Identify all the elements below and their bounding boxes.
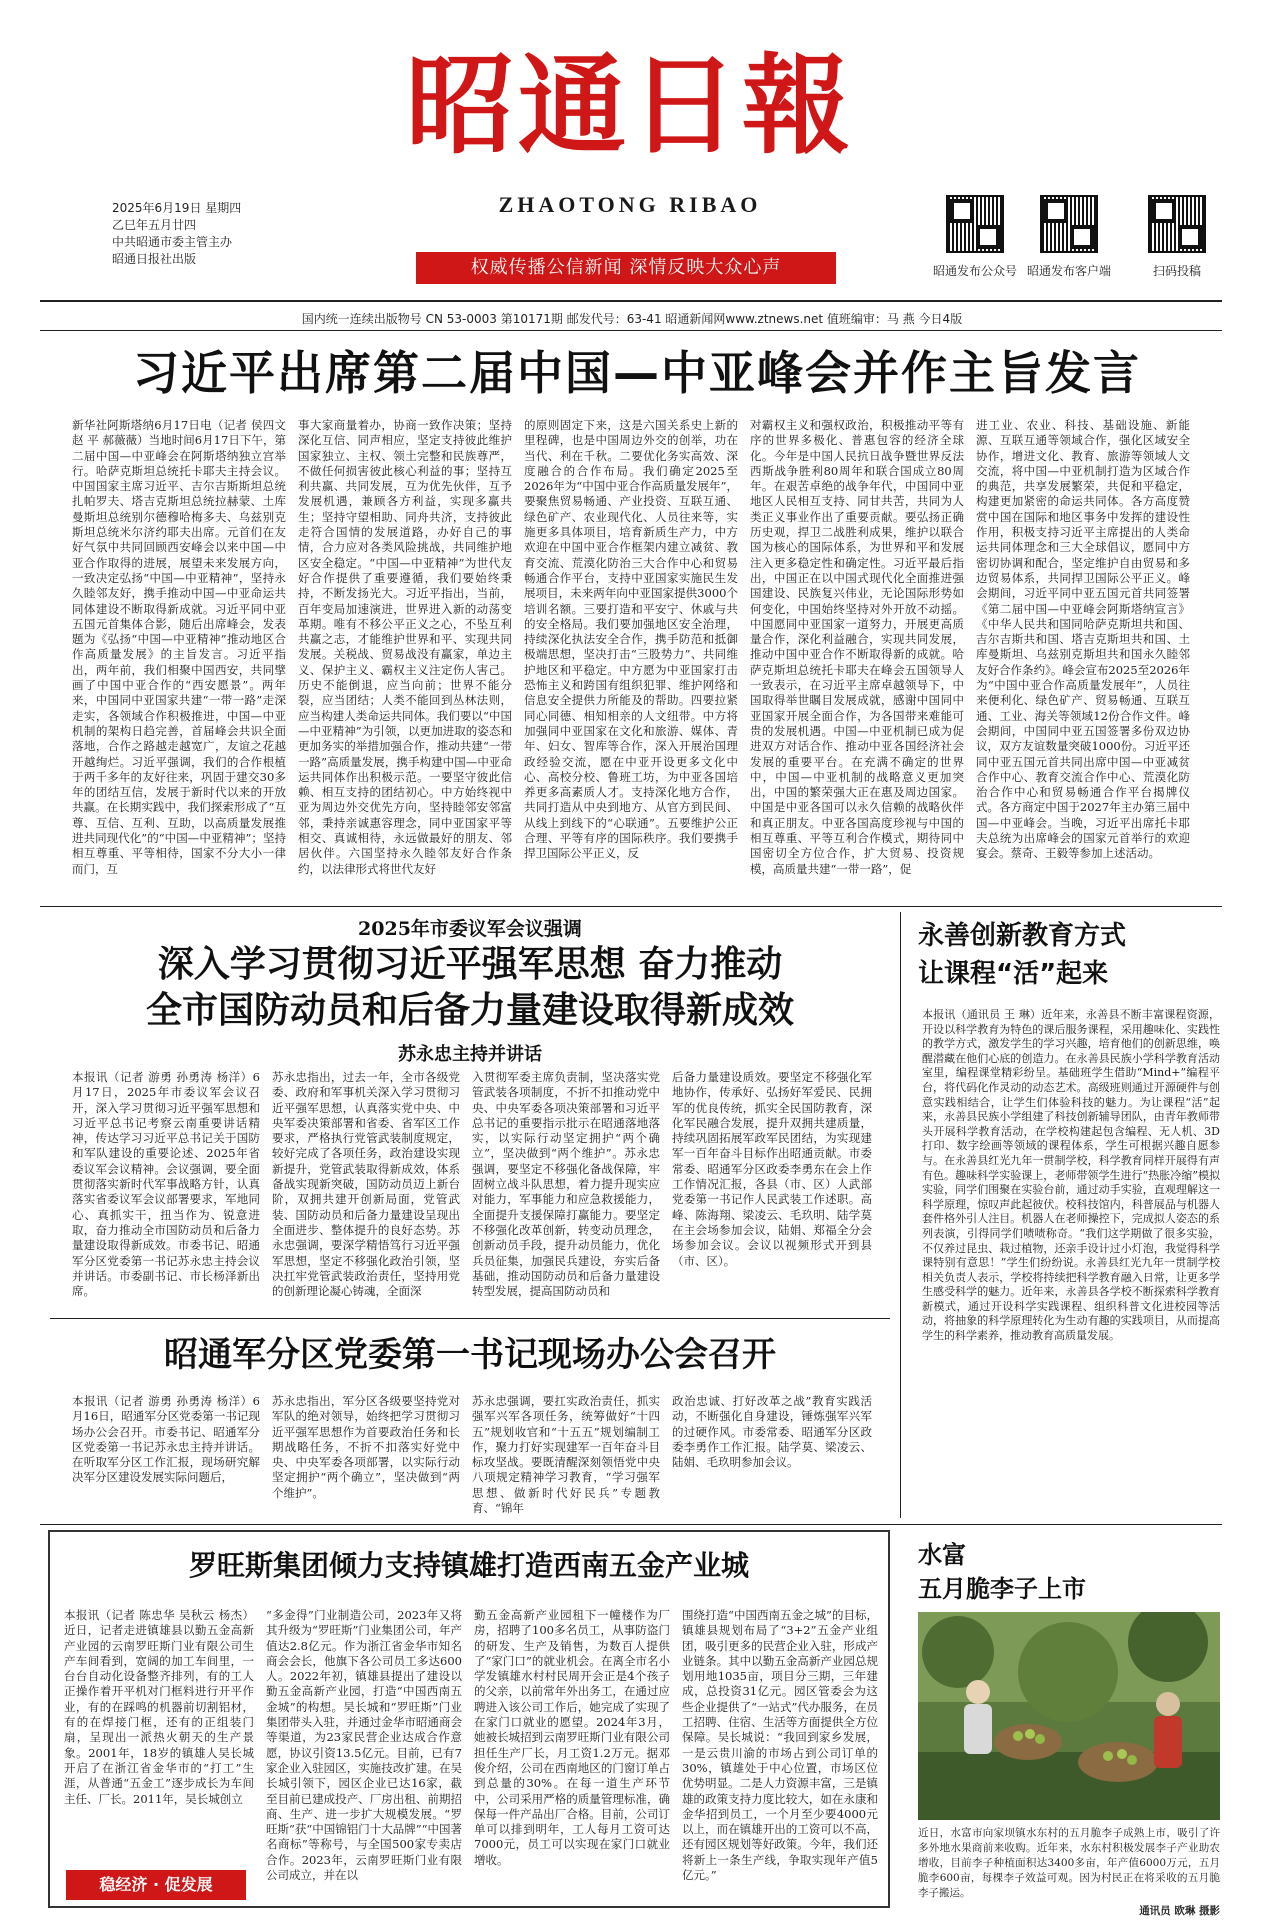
edu-headline: 永善创新教育方式 — [918, 921, 1127, 951]
military-column: 苏永忠指出，过去一年，全市各级党委、政府和军事机关深入学习贯彻习近平强军思想，认真落实党中央、中央军委决策部署和省委、省军区工作要求，严格执行党管武装制度规定，较好完成了各项任务，政治建设实现新提升，党管武装取得新成效，体系备战实现新突破，国防动员迈上新台阶，双拥共建开创新局面，党管武装、国防动员和后备力量建设呈现出全面进步、整体提升的良好态势。苏永忠强调，要深学精悟笃行习近平强军思想，坚定不移强化政治引领，坚决扛牢党管武装政治责任，坚持用党的创新理论凝心铸魂，全面深 — [272, 1070, 460, 1299]
plum-harvest-photo — [918, 1612, 1220, 1820]
office-column: 政治忠诚、打好改革之战”教育实践活动，不断强化自身建设，锤炼强军兴军的过硬作风。市委常委、昭通军分区政委李勇作工作汇报。陆学莫、梁凌云、陆娟、毛玖明参加会议。 — [672, 1394, 872, 1470]
qr-label: 昭通发布公众号 — [932, 264, 1017, 278]
office-column: 本报讯（记者 游勇 孙勇涛 杨洋）6月16日，昭通军分区党委第一书记现场办公会召开。市委书记、昭通军分区党委第一书记苏永忠主持并讲话。在听取军分区工作汇报，现场研究解决军分区建设发展实际问题后， — [72, 1394, 260, 1485]
masthead-title: 昭通日報 — [405, 43, 854, 169]
military-headline: 深入学习贯彻习近平强军思想 奋力推动 — [157, 943, 783, 985]
masthead-slogan: 权威传播公信新闻 深情反映大众心声 — [416, 252, 836, 284]
section-rule — [40, 906, 1222, 907]
info-bar: 国内统一连续出版物号 CN 53-0003 第10171期 邮发代号：63-41 昭通新闻网www.ztnews.net 值班编审：马 燕 今日4版 — [301, 312, 963, 326]
hardware-column: 围绕打造“中国西南五金之城”的目标，镇雄县规划布局了“3+2”五金产业组团，吸引更多的民营企业入驻，形成产业链条。其中以勤五金高新产业园总规划用地1035亩，项目分三期，三年建成，总投资31亿元。园区管委会为这些企业提供了“一站式”代办服务，在员工招聘、住宿、生活等方面提供全方位保障。吴长城说：“我回到家乡发展，一是云贵川渝的市场占到公司订单的30%，镇雄处于中心位置，市场区位优势明显。二是人力资源丰富，三是镇雄的政策支持力度比较大，如在永康和金华招到员工，一个月至少要4000元以上，而在镇雄开出的工资可以不高，还有园区规划等好政策。今年，我们还将新上一条生产线，争取实现年产值5亿元。” — [682, 1608, 878, 1883]
military-byline: 苏永忠主持并讲话 — [398, 1044, 542, 1065]
edu-body: 本报讯（通讯员 王 琳）近年来，永善县不断丰富课程资源，开设以科学教育为特色的课后服务课程，采用趣味化、实践性的教学方式，激发学生的学习兴趣，培育他们的创新思维，唤醒潜藏在他们心底的创造力。在永善县民族小学科学教育活动室里，编程课堂精彩纷呈。基础班学生借助“Mind+”编程平台，将代码化作灵动的动态艺术。高级班则通过开源硬件与创意实践相结合，让学生们体验科技的魅力。为让课程“活”起来，永善县民族小学组建了科技创新辅导团队，由青年教师带头开展科学教育活动，在学校构建起包含编程、无人机、3D打印、数字绘画等领域的课程体系，学生可根据兴趣自愿参与。在永善县红光九年一贯制学校，科学教育同样开展得有声有色。趣味科学实验课上，老师带领学生进行“热胀冷缩”模拟实验，同学们围聚在实验台前，通过动手实验，直观理解这一科学原理，惊叹声此起彼伏。校科技馆内，科普展品与机器人套件格外引人注目。机器人在老师操控下，完成拟人姿态的系列表演，引得同学们啧啧称奇。“我们这学期做了很多实验，不仅养过昆虫、栽过植物，还亲手设计过小灯泡，我觉得科学课特别有意思！”学生们纷纷说。永善县红光九年一贯制学校相关负责人表示，学校将持续把科学教育融入日常，让更多学生感受科学的魅力。近年来，永善县各学校不断探索科学教育新模式，通过开设科学实践课程、组织科普文化进校园等活动，将抽象的科学原理转化为生动有趣的实践项目，从而提高学生的科学素养，推动教育高质量发展。 — [922, 1008, 1220, 1343]
qr-code-icon[interactable] — [1148, 195, 1206, 253]
office-headline: 昭通军分区党委第一书记现场办公会召开 — [164, 1335, 776, 1375]
military-column: 本报讯（记者 游勇 孙勇涛 杨洋）6月17日，2025年市委议军会议召开，深入学习贯彻习近平强军思想和习近平总书记考察云南重要讲话精神，传达学习习近平总书记关于国防和军队建设的重要论述、2025年省委议军会议精神。会议强调，要全面贯彻落实新时代军事战略方针，认真落实省委议军会议部署要求，军地同心、真抓实干，扭当作为、锐意进取，奋力推动全市国防动员和后备力量建设取得新成效。市委书记、昭通军分区党委第一书记苏永忠主持会议并讲话。市委副书记、市长杨泽新出席。 — [72, 1070, 260, 1299]
hardware-column: “多金得”门业制造公司，2023年又将其升级为“罗旺斯”门业集团公司，年产值达2.8亿元。作为浙江省金华市知名商会会长，他旗下各公司员工多达600人。2022年初，镇雄县提出了建设以勤五金高新产业园，打造“中国西南五金城”的构想。吴长城和“罗旺斯”门业集团带头入驻，并通过金华市昭通商会等渠道，为23家民营企业达成合作意愿，协议引资13.5亿元。目前，已有7家企业入驻园区，实施技改扩建。在吴长城引领下，园区企业已达16家，截至目前已建成投产、厂房出租、前期招商、生产、进一步扩大规模发展。“罗旺斯”获“中国锦铝门十大品牌”“中国著名商标”等称号，与全国500家专卖店合作。2023年，云南罗旺斯门业有限公司成立，并在以 — [266, 1608, 462, 1883]
lead-column: 事大家商量着办，协商一致作决策；坚持深化互信、同声相应，坚定支持彼此维护国家独立、主权、领土完整和民族尊严，不做任何损害彼此核心利益的事；坚持互利共赢、共同发展，互为优先伙伴，互予发展机遇，兼顾各方利益，实现多赢共生；坚持守望相助、同舟共济，支持彼此走符合国情的发展道路，办好自己的事情，合力应对各类风险挑战，共同维护地区安全稳定。“中国—中亚精神”为世代友好合作提供了重要遵循，我们要始终秉持，不断发扬光大。习近平指出，当前，百年变局加速演进，世界进入新的动荡变革期。唯有不移公平正义之心，不坠互利共赢之志，才能维护世界和平、实现共同发展。关税战、贸易战没有赢家，单边主义、保护主义、霸权主义注定伤人害己。历史不能倒退，应当向前；世界不能分裂，应当团结；人类不能回到丛林法则，应当构建人类命运共同体。我们要以“中国—中亚精神”为引领，以更加进取的姿态和更加务实的举措加强合作，推动共建“一带一路”高质量发展，携手构建中国—中亚命运共同体作出积极示范。一要坚守彼此信赖、相互支持的团结初心。中方始终视中亚为周边外交优先方向，坚持睦邻安邻富邻，秉持亲诚惠容理念，同中亚国家平等相交、真诚相待，永远做最好的朋友、邻居伙伴。六国坚持永久睦邻友好合作条约，以法律形式将世代友好 — [298, 418, 512, 876]
lead-headline: 习近平出席第二届中国—中亚峰会并作主旨发言 — [133, 346, 1141, 400]
lead-column: 新华社阿斯塔纳6月17日电（记者 侯四文 赵 平 郝薇薇）当地时间6月17日下午，第二届中国—中亚峰会在阿斯塔纳独立宫举行。哈萨克斯坦总统托卡耶夫主持会议。中国国家主席习近平、吉尔吉斯斯坦总统扎帕罗夫、塔吉克斯坦总统拉赫蒙、土库曼斯坦总统别尔德穆哈梅多夫、乌兹别克斯坦总统米尔济约耶夫出席。元首们在友好气氛中共同回顾西安峰会以来中国—中亚合作取得的进展，展望未来发展方向，一致决定弘扬“中国—中亚精神”，坚持永久睦邻友好，携手推动中国—中亚命运共同体建设不断取得新成就。习近平同中亚五国元首集体合影，随后出席峰会，发表题为《弘扬“中国—中亚精神”推动地区合作高质量发展》的主旨发言。习近平指出，两年前，我们相聚中国西安，共同擘画了中国中亚合作的“西安愿景”。两年来，中国同中亚国家共建“一带一路”走深走实，各领域合作积极推进，中国—中亚机制的架构日趋完善，首届峰会共识全面落地，合作之路越走越宽广，友谊之花越开越绚烂。习近平强调，我们的合作根植于两千多年的友好往来，巩固于建交30多年的团结互信，发展于新时代以来的开放共赢。在长期实践中，我们探索形成了“互尊、互信、互利、互助，以高质量发展推进共同现代化”的“中国—中亚精神”；坚持相互尊重、平等相待，国家不分大小一律而门，互 — [72, 418, 286, 876]
military-headline: 全市国防动员和后备力量建设取得新成效 — [145, 989, 794, 1031]
plum-headline: 五月脆李子上市 — [918, 1575, 1086, 1603]
section-rule — [40, 1524, 1222, 1525]
military-kicker: 2025年市委议军会议强调 — [358, 918, 582, 940]
military-column: 后备力量建设质效。要坚定不移强化军地协作，传承好、弘扬好军爱民、民拥军的优良传统，抓实全民国防教育，深化军民融合发展，提升双拥共建质量，持续巩固拓展军政军民团结，为实现建军一百年奋斗目标作出昭通贡献。市委常委、昭通军分区政委李勇东在会上作工作情况汇报，各县（市、区）人武部党委第一书记作人民武装工作述职。高峰、陈海翔、梁凌云、毛玖明、陆学莫在主会场参加会议，陆娟、郑福全分会场参加会议。会议以视频形式开到县（市、区）。 — [672, 1070, 872, 1268]
qr-code-icon[interactable] — [946, 195, 1004, 253]
edu-headline: 让课程“活”起来 — [918, 959, 1109, 989]
plum-harvest-illustration — [918, 1612, 1220, 1820]
issue-date-block — [112, 200, 241, 268]
lunar-date: 乙巳年五月廿四 — [112, 218, 197, 232]
hardware-column: 勤五金高新产业园租下一幢楼作为厂房，招聘了100多名员工，从事防盗门的研发、生产及销售，为数百人提供了“家门口”的就业机会。在离全市名小学发镇雄水村村民周开会正是4个孩子的父亲，以前常年外出务工，在通过应聘进入该公司工作后，她完成了实现了在家门口就业的愿望。2024年3月，她被长城招到云南罗旺斯门业有限公司担任生产厂长，月工资1.2万元。据邓俊介绍，公司在西南地区的门窗订单占到总量的30%。在每一道生产环节中，公司采用严格的质量管理标准，确保每一件产品出厂合格。目前，公司订单可以排到明年，工人每月工资可达7000元，员工可以实现在家门口就业增收。 — [474, 1608, 670, 1867]
column-rule — [900, 912, 901, 1518]
plum-caption: 近日，水富市向家坝镇水东村的五月脆李子成熟上市，吸引了许多外地水果商前来收购。近年来，水东村积极发展李子产业助农增收，目前李子种植面积达3400多亩，年产值6000万元，五月脆李600亩，每棵李子效益可观。因为村民正在将采收的五月脆李子搬运。 — [918, 1827, 1220, 1899]
plum-photo-credit: 通讯员 欧琳 摄影 — [1139, 1905, 1220, 1917]
office-column: 苏永忠指出，军分区各级要坚持党对军队的绝对领导，始终把学习贯彻习近平强军思想作为首要政治任务和长期战略任务，不折不扣落实好党中央、中央军委各项部署，以实际行动坚定拥护“两个确立”，坚决做到“两个维护”。 — [272, 1394, 460, 1500]
office-column: 苏永忠强调，要扛实政治责任，抓实强军兴军各项任务，统筹做好“十四五”规划收官和“十五五”规划编制工作，聚力打好实现建军一百年奋斗目标攻坚战。要既清醒深刻领悟党中央八项规定精神学习教育，“学习强军思想、做新时代好民兵”专题教育、“锦年 — [472, 1394, 660, 1516]
lead-column: 进工业、农业、科技、基础设施、新能源、互联互通等领域合作，强化区域安全协作，增进文化、教育、旅游等领域人文交流，将中国—中亚机制打造为区域合作的典范，共享发展繁荣，共促和平稳定，构建更加紧密的命运共同体。各方高度赞赏中国在国际和地区事务中发挥的建设性作用，积极支持习近平主席提出的人类命运共同体理念和三大全球倡议，愿同中方密切协调和配合，坚定维护自由贸易和多边贸易体系，共同捍卫国际公平正义。峰会期间，习近平同中亚五国元首共同签署《第二届中国—中亚峰会阿斯塔纳宣言》《中华人民共和国同哈萨克斯坦共和国、吉尔吉斯共和国、塔吉克斯坦共和国、土库曼斯坦、乌兹别克斯坦共和国永久睦邻友好合作条约》。峰会宣布2025至2026年为“中国中亚合作高质量发展年”，人员往来便利化、绿色矿产、贸易畅通、互联互通、工业、海关等领域12份合作文件。峰会期间，中国同中亚五国签署多份双边协议，双方友谊数量突破1000份。习近平还同中亚五国元首共同出席中国—中亚减贫合作中心、教育交流合作中心、荒漠化防治合作中心和贸易畅通合作平台揭牌仪式。各方商定中国于2027年主办第三届中国—中亚峰会。当晚，习近平出席托卡耶夫总统为出席峰会的国家元首举行的欢迎宴会。蔡奇、王毅等参加上述活动。 — [976, 418, 1190, 861]
hardware-column: 本报讯（记者 陈忠华 吴秋云 杨杰）近日，记者走进镇雄县以勤五金高新产业园的云南罗旺斯门业有限公司生产车间看到，宽阔的加工车间里，一台台自动化设备整齐排列，有的工人正操作着开平机对门框料进行开平作业，有的在踩鸣的机器前切割铝材，有的在焊接门框，还有的正组装门扇，呈现出一派热火朝天的生产景象。2001年，18岁的镇雄人吴长城开启了在浙江省金华市的“打工”生涯，从普通“五金工”逐步成长为车间主任、厂长。2011年，吴长城创立 — [64, 1608, 254, 1806]
qr-label: 扫码投稿 — [1152, 264, 1201, 278]
lead-column: 对霸权主义和强权政治，积极推动平等有序的世界多极化、普惠包容的经济全球化。今年是中国人民抗日战争暨世界反法西斯战争胜利80周年和联合国成立80周年。在艰苦卓绝的战争年代，中国同中亚地区人民相互支持、同甘共苦，共同为人类正义事业作出了重要贡献。要弘扬正确历史观，捍卫二战胜利成果，维护以联合国为核心的国际体系，为世界和平和发展注入更多稳定性和确定性。习近平最后指出，中国正在以中国式现代化全面推进强国建设、民族复兴伟业，无论国际形势如何变化，中国始终坚持对外开放不动摇。中国愿同中亚国家一道努力，开展更高质量合作，深化利益融合，实现共同发展，推动中国中亚合作不断取得新的成就。哈萨克斯坦总统托卡耶夫在峰会五国领导人一致表示，在习近平主席卓越领导下，中国取得举世瞩目发展成就，感谢中国同中亚国家开展全面合作，为各国带来难能可贵的发展机遇。中国—中亚机制已成为促进双方对话合作、推动中亚各国经济社会发展的重要平台。在充满不确定的世界中，中国—中亚机制的战略意义更加突出，中国的繁荣强大正在惠及周边国家。中国是中亚各国可以永久信赖的战略伙伴和真正朋友。中亚各国高度珍视与中国的相互尊重、平等互利合作模式，期待同中国密切全方位合作，扩大贸易、投资规模，高质量共建“一带一路”，促 — [750, 418, 964, 876]
info-rule — [40, 330, 1222, 331]
masthead-rule — [40, 300, 1222, 302]
sponsor: 中共昭通市委主管主办 — [112, 235, 233, 249]
hardware-headline: 罗旺斯集团倾力支持镇雄打造西南五金产业城 — [188, 1549, 749, 1582]
qr-label: 昭通发布客户端 — [1026, 264, 1111, 278]
plum-headline: 水富 — [918, 1541, 966, 1569]
section-rule — [50, 1318, 890, 1319]
lead-column: 的原则固定下来，这是六国关系史上新的里程碑，也是中国周边外交的创举，功在当代、利在千秋。二要优化务实高效、深度融合的合作布局。我们确定2025至2026年为“中国中亚合作高质量发展年”，要聚焦贸易畅通、产业投资、互联互通、绿色矿产、农业现代化、人员往来等，实施更多具体项目，培育新质生产力，中方欢迎在中国中亚合作框架内建立减贫、教育交流、荒漠化防治三大合作中心和贸易畅通合作平台，支持中亚国家实施民生发展项目，未来两年向中亚国家提供3000个培训名额。三要打造和平安宁、休戚与共的安全格局。我们要加强地区安全治理，持续深化执法安全合作，携手防范和抵御极端思想，坚决打击“三股势力”、共同维护地区和平稳定。中方愿为中亚国家打击恐怖主义和跨国有组织犯罪、维护网络和信息安全提供力所能及的帮助。四要拉紧同心同德、相知相亲的人文纽带。中方将加强同中亚国家在文化和旅游、媒体、青年、妇女、智库等合作，深入开展治国理政经验交流，愿在中亚开设更多文化中心、高校分校、鲁班工坊，为中亚各国培养更多高素质人才。支持深化地方合作，共同打造从中央到地方、从官方到民间、从线上到线下的“心联通”。五要维护公正合理、平等有序的国际秩序。我们要携手捍卫国际公平正义，反 — [524, 418, 738, 861]
section-badge: 稳经济 · 促发展 — [66, 1870, 246, 1900]
qr-code-icon[interactable] — [1040, 195, 1098, 253]
military-column: 入贯彻军委主席负责制，坚决落实党管武装各项制度，不折不扣推动党中央、中央军委各项决策部署和习近平总书记的重要指示批示在昭通落地落实，以实际行动坚定拥护“两个确立”，坚决做到“两个维护”。苏永忠强调，要坚定不移强化备战保障，牢固树立战斗队思想，着力提升现实应对能力，军事能力和应急救援能力，全面提升支援保障打赢能力。要坚定不移强化改革创新，转变动员理念，创新动员手段，提升动员能力，优化兵员征集，加强民兵建设，夯实后备基础，推动国防动员和后备力量建设转型发展，提高国防动员和 — [472, 1070, 660, 1299]
publisher: 昭通日报社出版 — [112, 252, 197, 266]
masthead-pinyin: ZHAOTONG RIBAO — [498, 192, 762, 217]
issue-date: 2025年6月19日 星期四 — [112, 201, 242, 215]
